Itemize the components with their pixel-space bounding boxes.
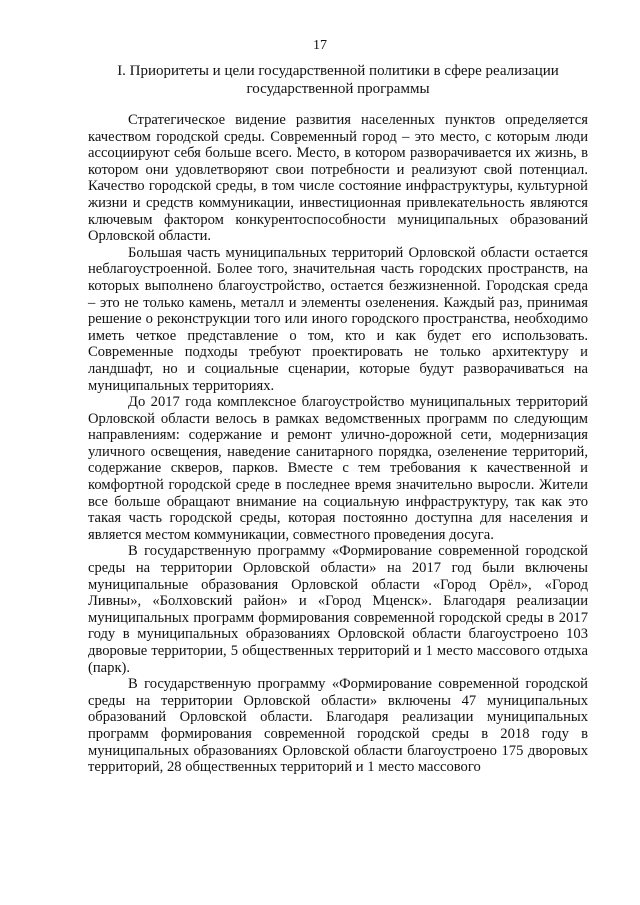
document-body: [88, 112, 588, 776]
paragraph-5: В государственную программу «Формирование современной городской среды на территории Орловской области» включены 47 муниципальных образований Орловской области. Благодаря реализации муниципальных программ формирования современной городской среды в 2018 году в муниципальных образованиях Орловской области благоустроено 175 дворовых территорий, 28 общественных территорий и 1 место массового: [88, 676, 588, 776]
paragraph-1: Стратегическое видение развития населенных пунктов определяется качеством городской среды. Современный город – это место, с которым люди ассоциируют себя больше всего. Место, в котором разворачивается их жизнь, в котором они удовлетворяют свои потребности и реализуют свой потенциал. Качество городской среды, в том числе состояние инфраструктуры, культурной жизни и средств коммуникации, инвестиционная привлекательность являются ключевым фактором конкурентоспособности муниципальных образований Орловской области.: [88, 112, 588, 245]
paragraph-3: До 2017 года комплексное благоустройство муниципальных территорий Орловской области велось в рамках ведомственных программ по следующим направлениям: содержание и ремонт улично-дорожной сети, модернизация уличного освещения, наведение санитарного порядка, озеленение территорий, содержание скверов, парков. Вместе с тем требования к качественной и комфортной городской среде в последнее время значительно выросли. Жители все больше обращают внимание на социальную инфраструктуру, так как это такая часть городской среды, которая постоянно доступна для населения и является местом коммуникации, совместного проведения досуга.: [88, 394, 588, 543]
paragraph-4: В государственную программу «Формирование современной городской среды на территории Орловской области» на 2017 год были включены муниципальные образования Орловской области «Город Орёл», «Город Ливны», «Болховский район» и «Город Мценск». Благодаря реализации муниципальных программ формирования современной городской среды в 2017 году в муниципальных образованиях Орловской области благоустроено 103 дворовые территории, 5 общественных территорий и 1 место массового отдыха (парк).: [88, 543, 588, 676]
page-number: 17: [313, 38, 327, 53]
section-title: I. Приоритеты и цели государственной политики в сфере реализации государственной программы: [117, 63, 559, 97]
paragraph-2: Большая часть муниципальных территорий Орловской области остается неблагоустроенной. Более того, значительная часть городских пространств, на которых выполнено благоустройство, остается безжизненной. Городская среда – это не только камень, металл и элементы озеленения. Каждый раз, принимая решение о реконструкции того или иного городского пространства, необходимо иметь четкое представление о том, кто и как будет его использовать. Современные подходы требуют проектировать не только архитектуру и ландшафт, но и социальные сценарии, которые будут разворачиваться на муниципальных территориях.: [88, 244, 588, 394]
